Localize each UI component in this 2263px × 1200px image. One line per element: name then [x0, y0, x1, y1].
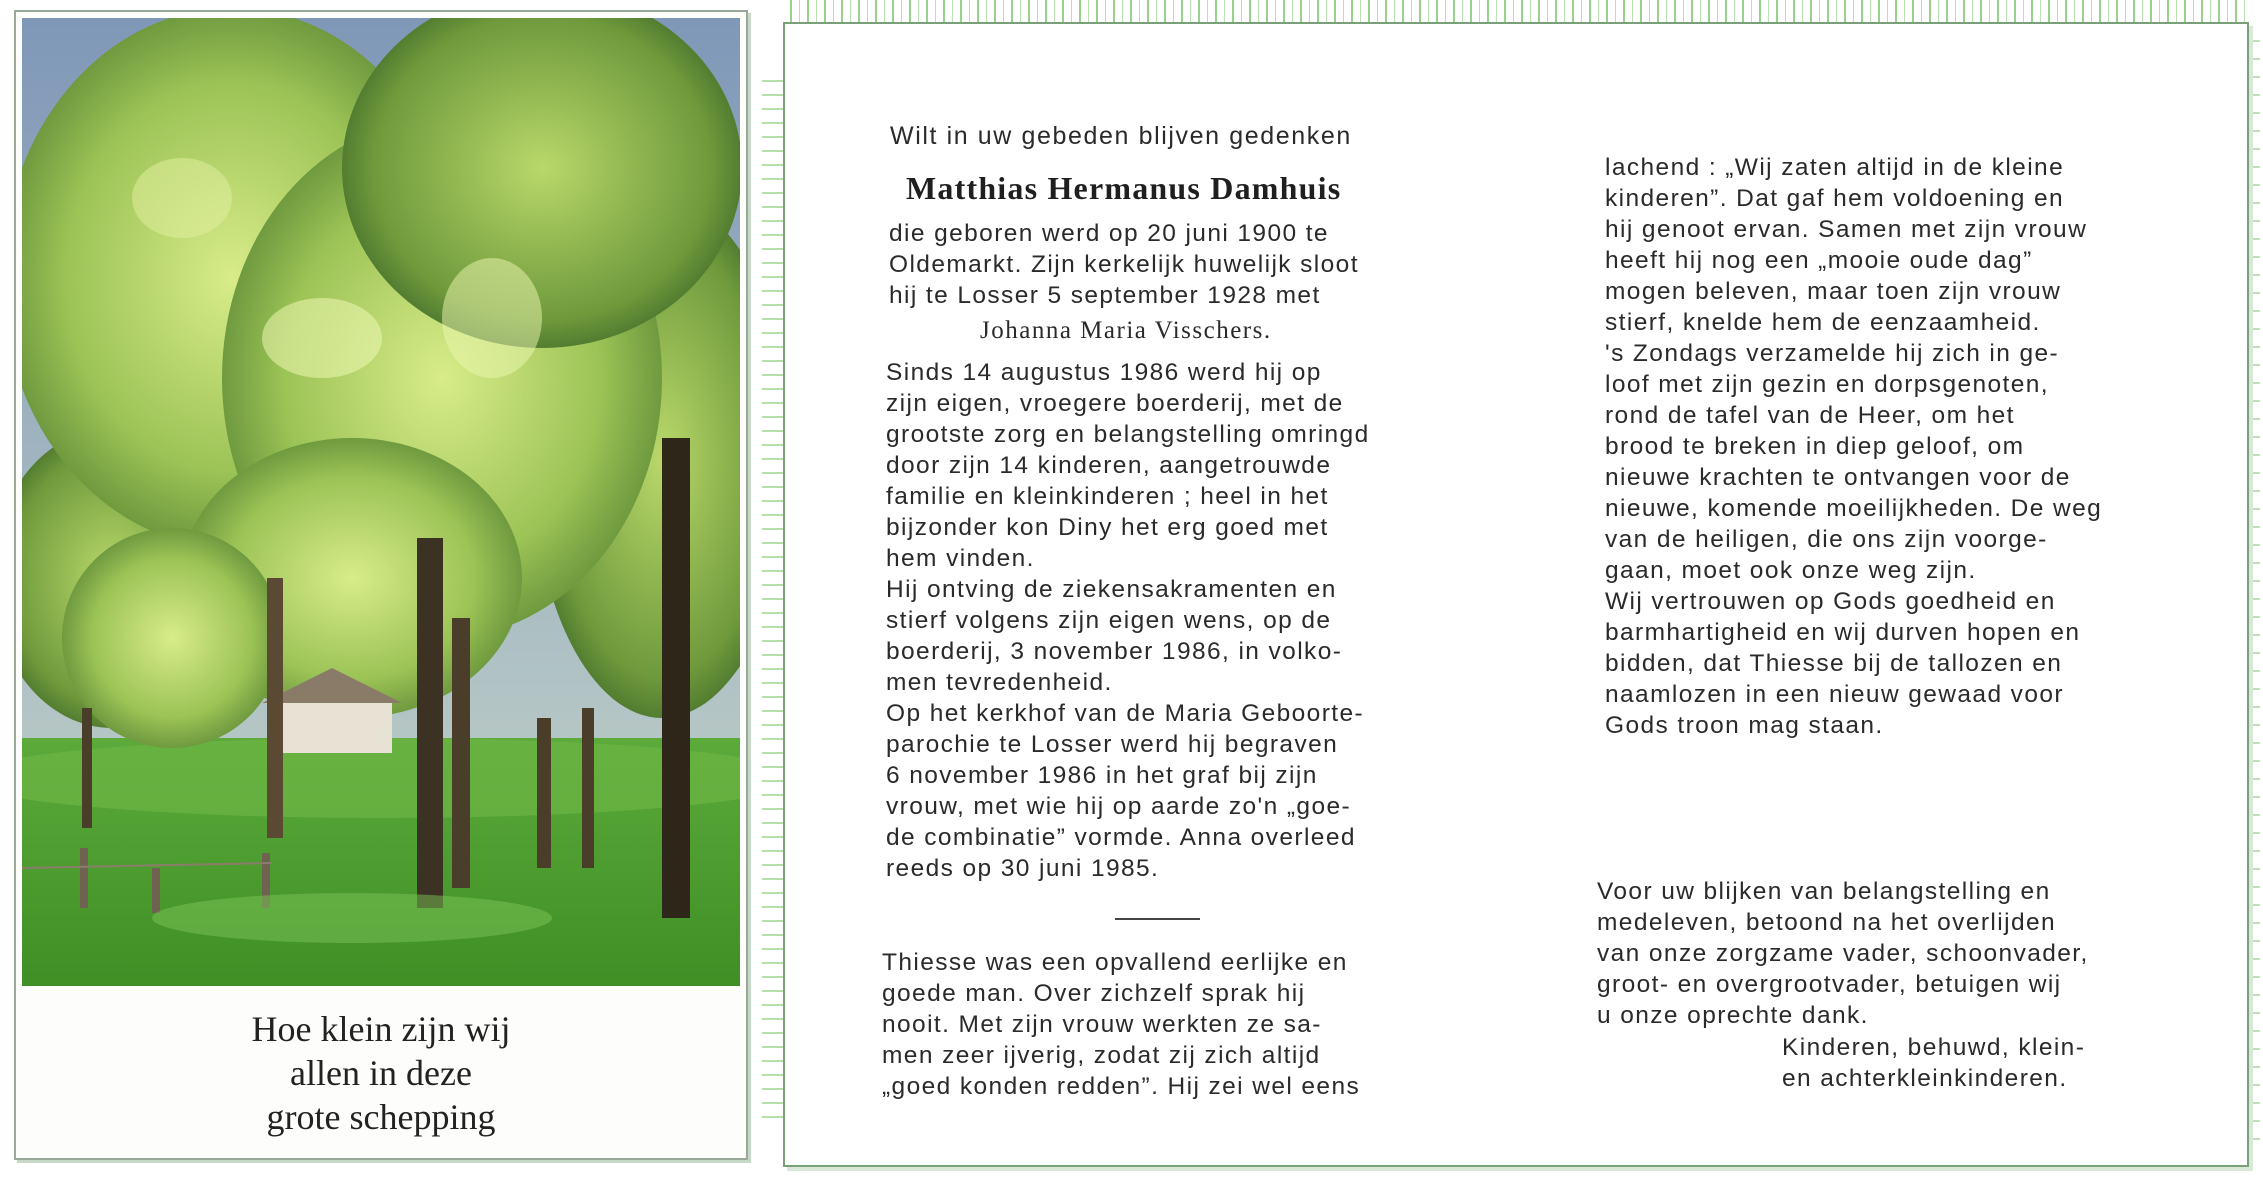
text-line: parochie te Losser werd hij begraven	[886, 731, 1339, 758]
text-line: de combinatie” vormde. Anna overleed	[886, 824, 1356, 851]
text-line: grootste zorg en belangstelling omringd	[886, 421, 1370, 448]
text-line: Voor uw blijken van belangstelling en	[1597, 878, 2051, 905]
text-line: hem vinden.	[886, 545, 1035, 572]
text-line: familie en kleinkinderen ; heel in het	[886, 483, 1329, 510]
card-verse	[16, 1007, 746, 1139]
text-line: brood te breken in diep geloof, om	[1605, 433, 2025, 460]
text-line: kinderen”. Dat gaf hem voldoening en	[1605, 185, 2064, 212]
text-line: vrouw, met wie hij op aarde zo'n „goe-	[886, 793, 1352, 820]
text-line: men zeer ijverig, zodat zij zich altijd	[882, 1042, 1321, 1069]
verse-line: grote schepping	[266, 1097, 496, 1137]
text-line: stierf volgens zijn eigen wens, op de	[886, 607, 1332, 634]
text-line: loof met zijn gezin en dorpsgenoten,	[1605, 371, 2050, 398]
text-line: Wij vertrouwen op Gods goedheid en	[1605, 588, 2056, 615]
text-line: gaan, moet ook onze weg zijn.	[1605, 557, 1977, 584]
text-line: Kinderen, behuwd, klein-	[1782, 1034, 2086, 1061]
text-line: 6 november 1986 in het graf bij zijn	[886, 762, 1318, 789]
intro-line: Wilt in uw gebeden blijven gedenken	[890, 122, 1352, 150]
text-line: lachend : „Wij zaten altijd in de kleine	[1605, 154, 2065, 181]
text-line: zijn eigen, vroegere boerderij, met de	[886, 390, 1344, 417]
text-line: heeft hij nog een „mooie oude dag”	[1605, 247, 2033, 274]
text-line: stierf, knelde hem de eenzaamheid.	[1605, 309, 2041, 336]
section-divider	[1115, 918, 1200, 920]
text-line: van de heiligen, die ons zijn voorge-	[1605, 526, 2048, 553]
text-line: rond de tafel van de Heer, om het	[1605, 402, 2015, 429]
text-line: Sinds 14 augustus 1986 werd hij op	[886, 359, 1322, 386]
text-line: u onze oprechte dank.	[1597, 1002, 1869, 1029]
text-line: 's Zondags verzamelde hij zich in ge-	[1605, 340, 2060, 367]
text-line: hij genoot ervan. Samen met zijn vrouw	[1605, 216, 2088, 243]
continuation-paragraph	[1605, 152, 2102, 741]
verse-line: allen in deze	[290, 1053, 472, 1093]
verse-line: Hoe klein zijn wij	[251, 1009, 511, 1049]
text-line: van onze zorgzame vader, schoonvader,	[1597, 940, 2089, 967]
tribute-paragraph	[882, 947, 1360, 1102]
text-line: door zijn 14 kinderen, aangetrouwde	[886, 452, 1332, 479]
text-line: Op het kerkhof van de Maria Geboorte-	[886, 700, 1365, 727]
text-line: naamlozen in een nieuw gewaad voor	[1605, 681, 2064, 708]
text-line: reeds op 30 juni 1985.	[886, 855, 1160, 882]
text-line: mogen beleven, maar toen zijn vrouw	[1605, 278, 2062, 305]
signature-block	[1782, 1032, 2085, 1094]
thanks-paragraph	[1597, 876, 2089, 1031]
front-card	[14, 10, 748, 1160]
landscape-photo	[22, 18, 740, 986]
birth-paragraph	[889, 218, 1359, 311]
text-line: barmhartigheid en wij durven hopen en	[1605, 619, 2081, 646]
spouse-name: Johanna Maria Visschers.	[980, 317, 1272, 344]
deceased-name: Matthias Hermanus Damhuis	[906, 170, 1342, 206]
text-line: Gods troon mag staan.	[1605, 712, 1884, 739]
text-line: groot- en overgrootvader, betuigen wij	[1597, 971, 2062, 998]
text-line: Oldemarkt. Zijn kerkelijk huwelijk sloot	[889, 251, 1359, 278]
willow-trees-illustration	[22, 18, 740, 986]
text-line: medeleven, betoond na het overlijden	[1597, 909, 2057, 936]
text-line: nieuwe krachten te ontvangen voor de	[1605, 464, 2071, 491]
text-line: die geboren werd op 20 juni 1900 te	[889, 220, 1329, 247]
text-line: bijzonder kon Diny het erg goed met	[886, 514, 1329, 541]
text-line: hij te Losser 5 september 1928 met	[889, 282, 1321, 309]
text-line: boerderij, 3 november 1986, in volko-	[886, 638, 1343, 665]
life-paragraph	[886, 357, 1370, 884]
text-line: Hij ontving de ziekensakramenten en	[886, 576, 1337, 603]
text-line: nooit. Met zijn vrouw werkten ze sa-	[882, 1011, 1322, 1038]
text-line: bidden, dat Thiesse bij de tallozen en	[1605, 650, 2063, 677]
text-line: goede man. Over zichzelf sprak hij	[882, 980, 1306, 1007]
text-line: „goed konden redden”. Hij zei wel eens	[882, 1073, 1361, 1100]
text-line: Thiesse was een opvallend eerlijke en	[882, 949, 1348, 976]
text-line: nieuwe, komende moeilijkheden. De weg	[1605, 495, 2103, 522]
text-line: en achterkleinkinderen.	[1782, 1065, 2068, 1092]
text-line: men tevredenheid.	[886, 669, 1113, 696]
